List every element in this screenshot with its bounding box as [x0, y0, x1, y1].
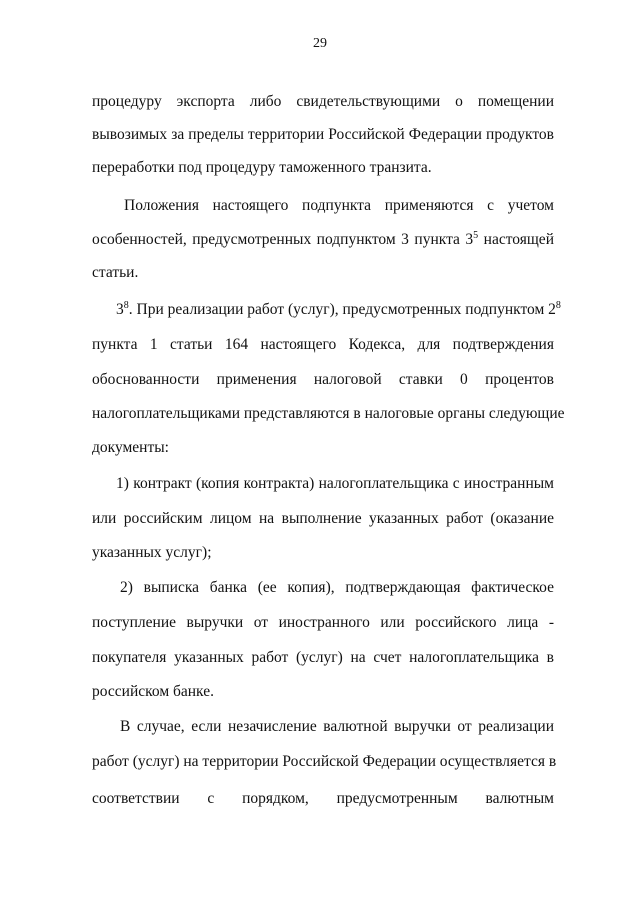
paragraph-2-line-2-text: особенностей, предусмотренных подпунктом 3 пункта 3 — [92, 231, 474, 248]
paragraph-1-line-2: вывозимых за пределы территории Российской Федерации продуктов — [92, 126, 554, 143]
paragraph-5-line-4: российском банке. — [92, 683, 214, 700]
paragraph-3-line-1 — [116, 299, 561, 320]
superscript: 5 — [473, 229, 479, 241]
paragraph-3-line-5: документы: — [92, 439, 169, 456]
paragraph-3-line-4: налогоплательщиками представляются в налоговые органы следующие — [92, 405, 565, 422]
paragraph-5-line-3: покупателя указанных работ (услуг) на счет налогоплательщика в — [92, 649, 554, 666]
paragraph-2-line-3: статьи. — [92, 264, 139, 281]
paragraph-3-line-1-text: . При реализации работ (услуг), предусмотренных подпунктом 2 — [128, 301, 556, 318]
clause-number: 3 — [116, 301, 124, 318]
paragraph-5-line-2: поступление выручки от иностранного или российского лица - — [92, 614, 554, 631]
paragraph-4-line-2: или российским лицом на выполнение указанных работ (оказание — [92, 510, 554, 527]
paragraph-5-line-1: 2) выписка банка (ее копия), подтверждающая фактическое — [120, 579, 554, 596]
paragraph-2-line-1: Положения настоящего подпункта применяются с учетом — [124, 197, 554, 214]
paragraph-4-line-3: указанных услуг); — [92, 544, 212, 561]
paragraph-2-line-2-tail: настоящей — [478, 231, 554, 248]
paragraph-3-line-3: обоснованности применения налоговой ставки 0 процентов — [92, 371, 554, 388]
paragraph-3-line-2: пункта 1 статьи 164 настоящего Кодекса, для подтверждения — [92, 336, 554, 353]
paragraph-6-line-2: работ (услуг) на территории Российской Федерации осуществляется в — [92, 753, 557, 770]
paragraph-6-line-1: В случае, если незачисление валютной выручки от реализации — [120, 718, 554, 735]
superscript: 8 — [123, 299, 129, 311]
page-number: 29 — [313, 36, 327, 51]
paragraph-6-line-3: соответствии с порядком, предусмотренным валютным — [92, 790, 554, 807]
paragraph-2-line-2 — [92, 230, 554, 250]
paragraph-1-line-1: процедуру экспорта либо свидетельствующими о помещении — [92, 93, 554, 110]
superscript: 8 — [555, 299, 561, 311]
paragraph-1-line-3: переработки под процедуру таможенного транзита. — [92, 159, 432, 176]
paragraph-4-line-1: 1) контракт (копия контракта) налогоплательщика с иностранным — [116, 475, 554, 492]
